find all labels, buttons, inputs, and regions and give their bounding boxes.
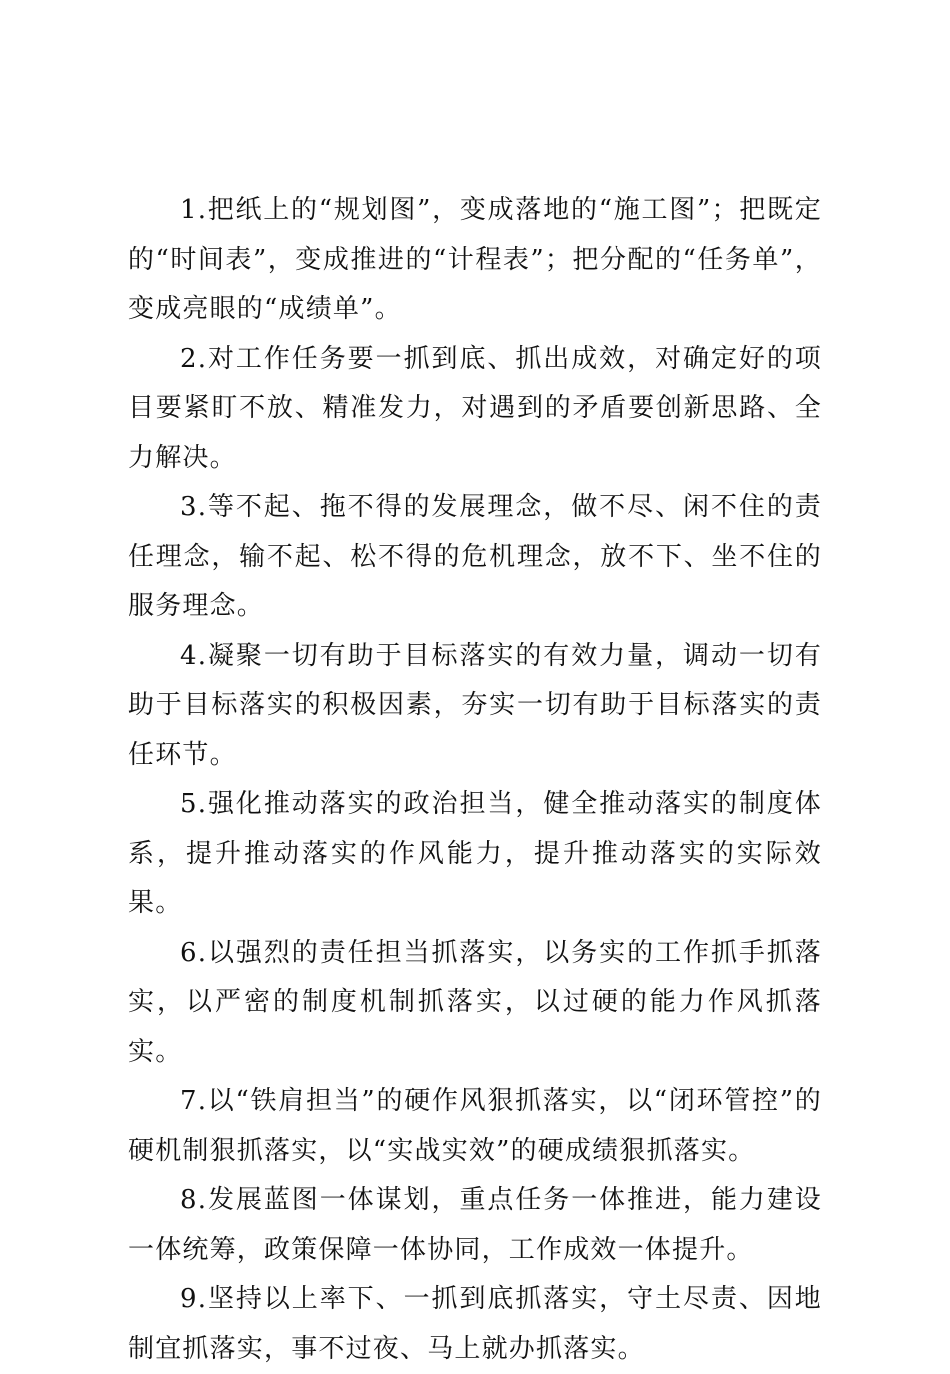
paragraph-5: 5.强化推动落实的政治担当，健全推动落实的制度体系，提升推动落实的作风能力，提升推动落实的实际效果。: [128, 789, 822, 918]
paragraph-2: 2.对工作任务要一抓到底、抓出成效，对确定好的项目要紧盯不放、精准发力，对遇到的矛盾要创新思路、全力解决。: [128, 343, 822, 473]
paragraph-1: 1.把纸上的“规划图”，变成落地的“施工图”；把既定的“时间表”，变成推进的“计程表”；把分配的“任务单”，变成亮眼的“成绩单”。: [128, 195, 822, 324]
paragraph-6: 6.以强烈的责任担当抓落实，以务实的工作抓手抓落实，以严密的制度机制抓落实，以过硬的能力作风抓落实。: [128, 937, 822, 1067]
paragraph-7: 7.以“铁肩担当”的硬作风狠抓落实，以“闭环管控”的硬机制狠抓落实，以“实战实效”的硬成绩狠抓落实。: [128, 1086, 822, 1166]
paragraph-9: 9.坚持以上率下、一抓到底抓落实，守土尽责、因地制宜抓落实，事不过夜、马上就办抓落实。: [128, 1284, 822, 1364]
paragraph-3: 3.等不起、拖不得的发展理念，做不尽、闲不住的责任理念，输不起、松不得的危机理念，放不下、坐不住的服务理念。: [128, 492, 822, 621]
document-body: [128, 186, 822, 1374]
paragraph-4: 4.凝聚一切有助于目标落实的有效力量，调动一切有助于目标落实的积极因素，夯实一切有助于目标落实的责任环节。: [128, 640, 822, 770]
paragraph-8: 8.发展蓝图一体谋划，重点任务一体推进，能力建设一体统筹，政策保障一体协同，工作成效一体提升。: [128, 1185, 822, 1265]
